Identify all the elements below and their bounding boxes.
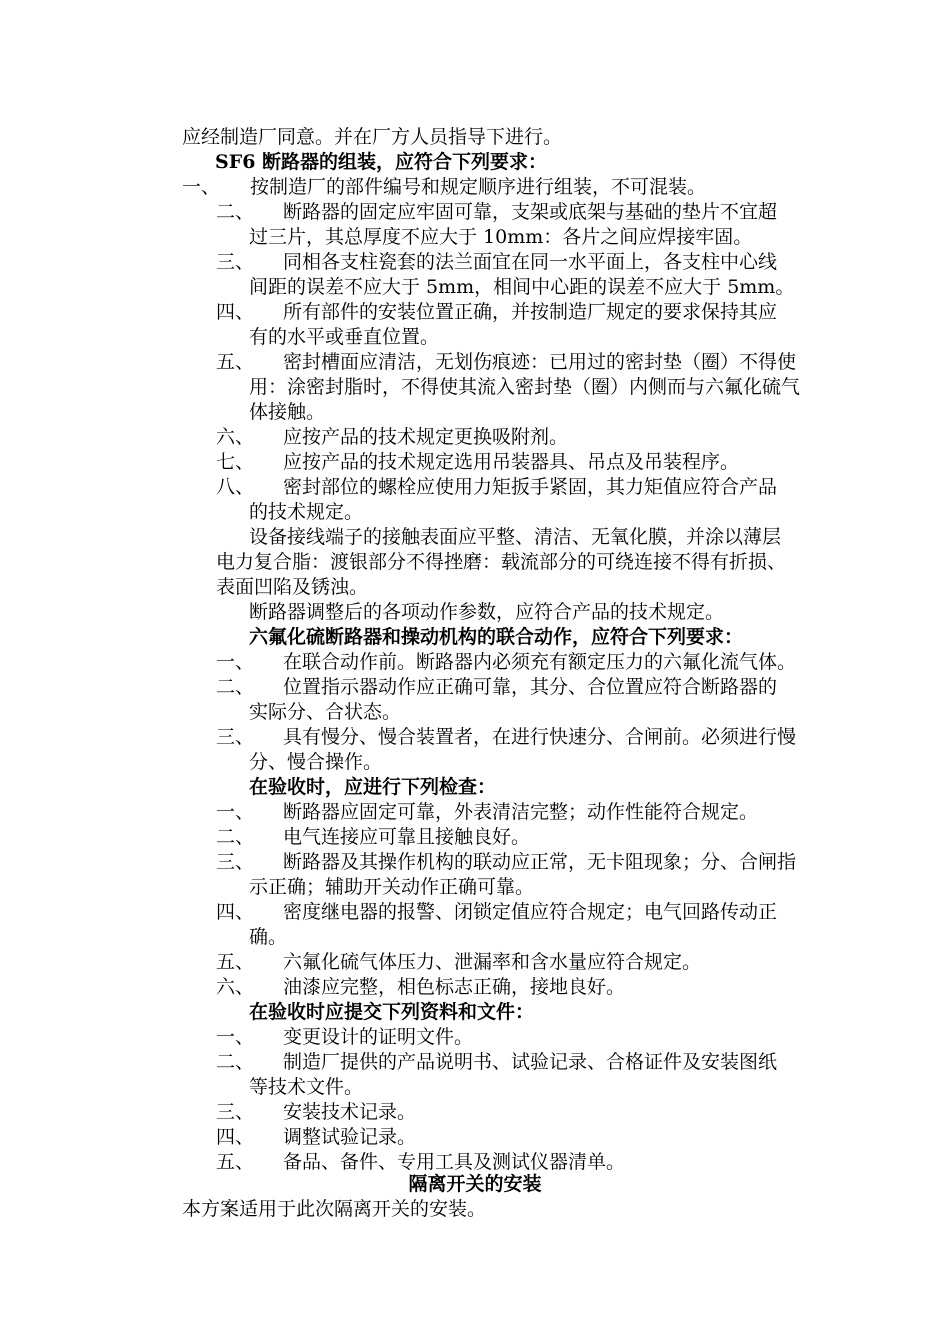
list-number: 三、 [216,726,255,748]
list-item: 断路器应固定可靠，外表清洁完整；动作性能符合规定。 [283,801,759,823]
list-number: 三、 [216,851,255,873]
section-heading: 在验收时，应进行下列检查： [249,776,497,798]
list-number: 三、 [216,251,255,273]
paragraph-line: 断路器调整后的各项动作参数，应符合产品的技术规定。 [249,601,725,623]
list-item-cont: 等技术文件。 [249,1076,364,1098]
section-heading: 在验收时应提交下列资料和文件： [249,1001,535,1023]
list-item: 按制造厂的部件编号和规定顺序进行组装，不可混装。 [250,176,707,198]
list-item: 所有部件的安装位置正确，并按制造厂规定的要求保持其应 [283,301,778,323]
list-number: 五、 [216,351,255,373]
list-item-cont: 用：涂密封脂时，不得使其流入密封垫（圈）内侧而与六氟化硫气 [249,376,801,398]
list-number: 四、 [216,901,255,923]
list-item: 断路器的固定应牢固可靠，支架或底架与基础的垫片不宜超 [283,201,778,223]
list-item: 调整试验记录。 [283,1126,417,1148]
list-item: 具有慢分、慢合装置者，在进行快速分、合闸前。必须进行慢 [283,726,797,748]
section-heading: SF6 断路器的组装，应符合下列要求： [215,151,548,173]
list-item-cont: 的技术规定。 [249,501,364,523]
list-number: 二、 [216,826,255,848]
section-heading: 六氟化硫断路器和操动机构的联合动作，应符合下列要求： [249,626,744,648]
text-line: 本方案适用于此次隔离开关的安装。 [182,1198,487,1220]
list-number: 三、 [216,1101,255,1123]
list-item: 应按产品的技术规定更换吸附剂。 [283,426,569,448]
paragraph-line: 表面凹陷及锈浊。 [216,576,369,598]
list-number: 一、 [216,1026,255,1048]
list-item-cont: 实际分、合状态。 [249,701,402,723]
paragraph-line: 电力复合脂：渡银部分不得挫磨：载流部分的可绕连接不得有折损、 [216,551,787,573]
list-number: 一、 [216,651,255,673]
text-line: 应经制造厂同意。并在厂方人员指导下进行。 [182,126,563,148]
list-number: 一、 [216,801,255,823]
list-item-cont: 间距的误差不应大于 5mm，相间中心距的误差不应大于 5mm。 [249,276,795,298]
paragraph-line: 设备接线端子的接触表面应平整、清洁、无氧化膜，并涂以薄层 [249,526,782,548]
list-item: 在联合动作前。断路器内必须充有额定压力的六氟化流气体。 [283,651,797,673]
list-number: 七、 [216,451,255,473]
list-item-cont: 体接触。 [249,401,326,423]
list-item-cont: 有的水平或垂直位置。 [249,326,440,348]
list-item: 应按产品的技术规定选用吊装器具、吊点及吊装程序。 [283,451,740,473]
list-item: 安装技术记录。 [283,1101,417,1123]
list-number: 二、 [216,676,255,698]
list-item: 同相各支柱瓷套的法兰面宜在同一水平面上，各支柱中心线 [283,251,778,273]
list-number: 五、 [216,1151,255,1173]
list-item: 密度继电器的报警、闭锁定值应符合规定；电气回路传动正 [283,901,778,923]
list-number: 四、 [216,301,255,323]
list-item: 制造厂提供的产品说明书、试验记录、合格证件及安装图纸 [283,1051,778,1073]
list-number: 四、 [216,1126,255,1148]
list-item: 六氟化硫气体压力、泄漏率和含水量应符合规定。 [283,951,702,973]
list-item: 备品、备件、专用工具及测试仪器清单。 [283,1151,626,1173]
list-item: 位置指示器动作应正确可靠，其分、合位置应符合断路器的 [283,676,778,698]
list-number: 六、 [216,426,255,448]
list-item: 油漆应完整，相色标志正确，接地良好。 [283,976,626,998]
list-item-cont: 示正确；辅助开关动作正确可靠。 [249,876,535,898]
list-number: 五、 [216,951,255,973]
list-number: 六、 [216,976,255,998]
list-item: 断路器及其操作机构的联动应正常，无卡阻现象；分、合闸指 [283,851,797,873]
list-item: 密封部位的螺栓应使用力矩扳手紧固，其力矩值应符合产品 [283,476,778,498]
section-title: 隔离开关的安装 [408,1173,542,1195]
list-number: 一、 [182,176,221,198]
list-number: 八、 [216,476,255,498]
list-number: 二、 [216,1051,255,1073]
list-item: 变更设计的证明文件。 [283,1026,474,1048]
list-item-cont: 过三片，其总厚度不应大于 10mm：各片之间应焊接牢固。 [249,226,753,248]
list-item: 密封槽面应清洁，无划伤痕迹：已用过的密封垫（圈）不得使 [283,351,797,373]
list-item-cont: 确。 [249,926,288,948]
list-item: 电气连接应可靠且接触良好。 [283,826,531,848]
list-item-cont: 分、慢合操作。 [249,751,383,773]
list-number: 二、 [216,201,255,223]
